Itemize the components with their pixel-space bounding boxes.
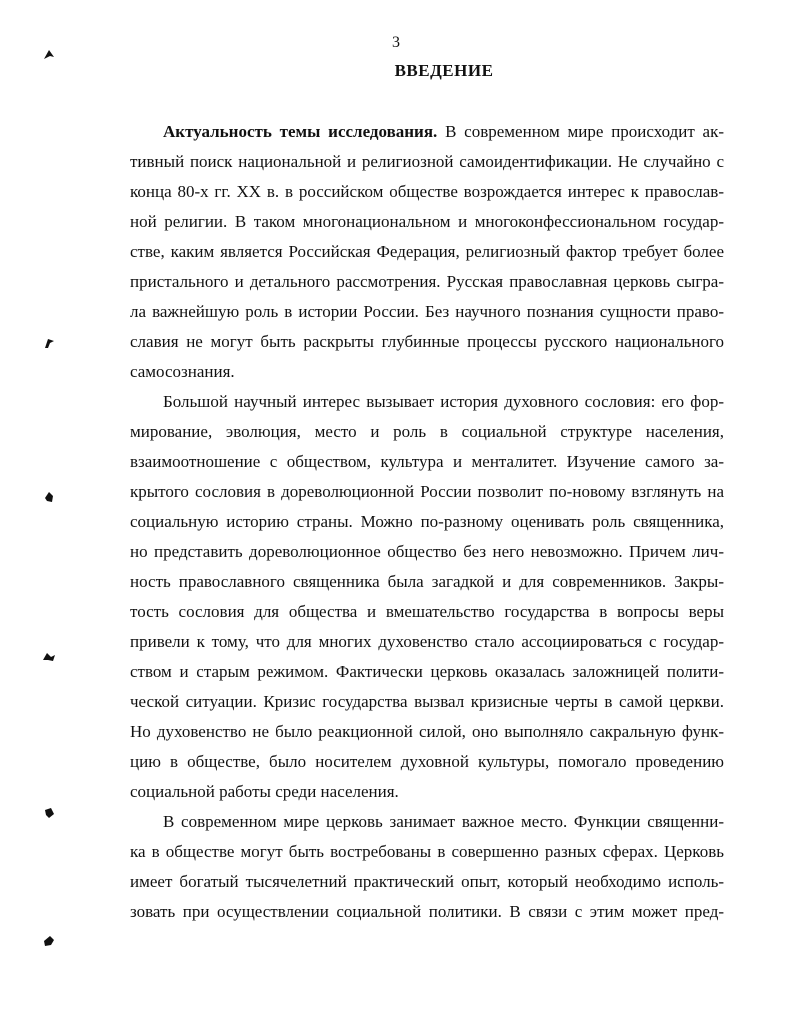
text-line: стве, каким является Российская Федерация, религиозный фактор требует более [130,242,724,261]
text-line: ка в обществе могут быть востребованы в совершенно разных сферах. Церковь [130,842,724,861]
scan-mark [42,48,56,62]
text-line: ла важнейшую роль в истории России. Без научного познания сущности право- [130,302,724,321]
scan-mark [42,650,56,664]
scan-mark [42,934,56,948]
scan-mark [42,336,56,350]
text-line: взаимоотношение с обществом, культура и менталитет. Изучение самого за- [130,452,724,471]
text-line: ством и старым режимом. Фактически церковь оказалась заложницей полити- [130,662,724,681]
text-line: тивный поиск национальной и религиозной самоидентификации. Не случайно с [130,152,724,171]
text-line: но представить дореволюционное общество без него невозможно. Причем лич- [130,542,724,561]
text-line: цию в обществе, было носителем духовной культуры, помогало проведению [130,752,724,771]
text-line: славия не могут быть раскрыты глубинные процессы русского национального [130,332,724,351]
page-number: 3 [392,34,400,51]
text-line: пристального и детального рассмотрения. Русская православная церковь сыгра- [130,272,724,291]
text-line: социальной работы среди населения. [130,782,399,801]
text-line: Но духовенство не было реакционной силой, оно выполняло сакральную функ- [130,722,724,741]
text-line: социальную историю страны. Можно по-разному оценивать роль священника, [130,512,724,531]
lead-phrase: Актуальность темы исследования. [163,122,438,141]
page-heading: ВВЕДЕНИЕ [394,61,494,80]
scan-mark [42,490,56,504]
text-line: В современном мире церковь занимает важное место. Функции священни- [163,812,724,831]
text-line [163,117,724,147]
text-line: зовать при осуществлении социальной политики. В связи с этим может пред- [130,902,724,921]
text-line: ность православного священника была загадкой и для современников. Закры- [130,572,724,591]
text-line: ной религии. В таком многонациональном и многоконфессиональном государ- [130,212,724,231]
text-line: конца 80-х гг. XX в. в российском обществе возрождается интерес к православ- [130,182,724,201]
text-line: привели к тому, что для многих духовенство стало ассоциироваться с государ- [130,632,724,651]
text-line: тость сословия для общества и вмешательство государства в вопросы веры [130,602,724,621]
text-line: самосознания. [130,362,235,381]
scan-mark [42,806,56,820]
line-text: В современном мире происходит ак- [437,122,724,141]
text-line: ческой ситуации. Кризис государства вызвал кризисные черты в самой церкви. [130,692,724,711]
text-line: крытого сословия в дореволюционной России позволит по-новому взглянуть на [130,482,724,501]
text-line: Большой научный интерес вызывает история духовного сословия: его фор- [163,392,724,411]
text-line: имеет богатый тысячелетний практический опыт, который необходимо исполь- [130,872,724,891]
text-line: мирование, эволюция, место и роль в социальной структуре населения, [130,422,724,441]
